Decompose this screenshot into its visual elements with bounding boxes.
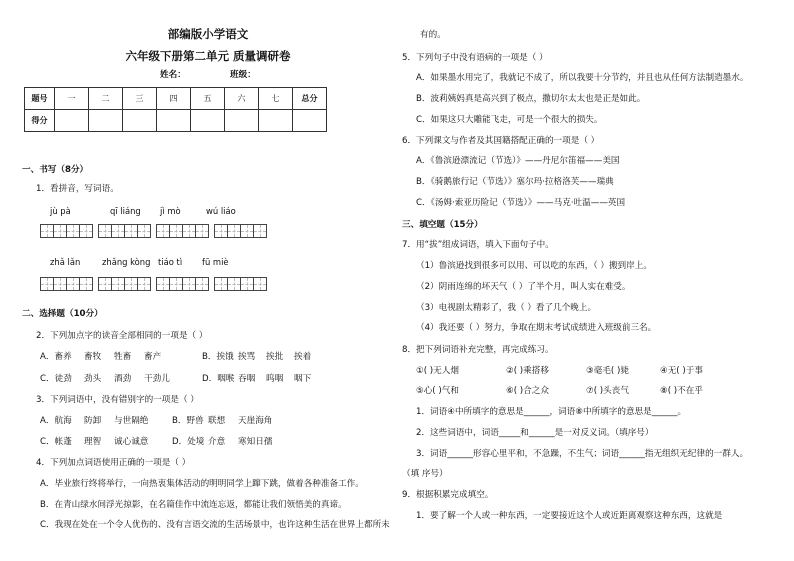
option: 理智 <box>84 437 102 447</box>
score-input-cell[interactable] <box>293 110 327 132</box>
pinyin: jù pà <box>50 206 71 216</box>
option: D．处境 <box>172 437 205 447</box>
option: 劲头 <box>84 374 102 384</box>
sub-question: 2．这些词语中，词语_____和______是一对反义词。（填序号） <box>416 428 654 438</box>
option: 酒劲 <box>114 374 132 384</box>
option: 牲畜 <box>114 352 132 362</box>
score-cell: 三 <box>123 88 157 110</box>
score-table <box>24 87 327 132</box>
option: C．徒劲 <box>40 374 72 384</box>
question-1: 1．看拼音，写词语。 <box>36 184 119 194</box>
option: 联想 <box>208 416 226 426</box>
question-6: 6．下列课文与作者及其国籍搭配正确的一项是（ ） <box>402 136 600 146</box>
blank-item: ⑥( )合之众 <box>506 386 549 396</box>
name-label: 姓名： <box>160 70 186 80</box>
option: A．畜养 <box>40 352 72 362</box>
option: 挨批 <box>266 352 284 362</box>
pinyin: fū miè <box>202 257 229 267</box>
score-cell: 七 <box>259 88 293 110</box>
question-3: 3．下列词语中，没有错别字的一项是（ ） <box>36 395 199 405</box>
blank-item: （2）阴雨连绵的坏天气（ ）了半个月，叫人实在难受。 <box>416 282 631 292</box>
option: A．《鲁滨逊漂流记（节选）》——丹尼尔笛福——美国 <box>416 156 620 166</box>
option: A．如果墨水用完了，我就记不成了，所以我要十分节约，并且也从任何方法制造墨水。 <box>416 73 749 83</box>
option: 畜牧 <box>84 352 102 362</box>
option: 畜产 <box>144 352 162 362</box>
sub-question: 1．词语④中所填字的意思是______，词语⑧中所填字的意思是______。 <box>416 407 687 417</box>
option: B．《骑鹅旅行记（节选）》塞尔玛·拉格洛芙——瑞典 <box>416 177 614 187</box>
score-cell: 一 <box>55 88 89 110</box>
sub-question-note: （填 序号） <box>402 469 448 479</box>
option: 呜咽 <box>266 374 284 384</box>
option: C．《汤姆·索亚历险记（节选）》——马克·吐温——英国 <box>416 198 626 208</box>
option: 干劲儿 <box>144 374 170 384</box>
section-1-heading: 一、书写（8分） <box>22 165 89 175</box>
pinyin: tiáo tì <box>158 257 183 267</box>
class-label: 班级： <box>230 70 256 80</box>
score-input-cell[interactable] <box>225 110 259 132</box>
option: C．帐蓬 <box>40 437 72 447</box>
option: 介意 <box>208 437 226 447</box>
blank-item: （1）鲁滨逊找到很多可以用、可以吃的东西，（ ）搬到岸上。 <box>416 261 652 271</box>
option: D．咽喉 <box>202 374 235 384</box>
question-9: 9．根据积累完成填空。 <box>402 490 494 500</box>
option: C．如果这只大雕能飞走，可是一个很大的损失。 <box>416 115 603 125</box>
question-7: 7．用“拔”组成词语，填入下面句子中。 <box>402 240 554 250</box>
sub-question: 1．要了解一个人或一种东西，一定要接近这个人或近距离观察这种东西，这就是 <box>416 511 723 521</box>
option: B．挨饿 <box>202 352 234 362</box>
option: B．波莉姨妈真是高兴到了极点，撒切尔太太也是正是如此。 <box>416 94 646 104</box>
option: 挨着 <box>294 352 312 362</box>
pinyin: wú liáo <box>206 206 236 216</box>
question-5: 5．下列句子中没有语病的一项是（ ） <box>402 53 548 63</box>
writing-grid-row-2[interactable] <box>40 277 267 291</box>
option: 寒知日孺 <box>238 437 273 447</box>
pinyin: qī liáng <box>110 206 141 216</box>
option: 诚心诚意 <box>114 437 149 447</box>
writing-grid-row-1[interactable] <box>40 224 267 238</box>
score-table-score-row <box>25 110 327 132</box>
score-input-cell[interactable] <box>259 110 293 132</box>
title-line-2: 六年级下册第二单元 质量调研卷 <box>125 49 291 63</box>
pinyin: zhǎng kòng <box>102 257 151 267</box>
blank-item: ④无( )于事 <box>660 366 703 376</box>
score-input-cell[interactable] <box>157 110 191 132</box>
title-line-1: 部编版小学语文 <box>167 27 249 41</box>
blank-item: ⑦( )头丧气 <box>586 386 629 396</box>
option: 防卸 <box>84 416 102 426</box>
option: 挨骂 <box>238 352 256 362</box>
option: B．野兽 <box>172 416 204 426</box>
blank-item: ①( )无人烟 <box>416 366 459 376</box>
option: A．航海 <box>40 416 72 426</box>
score-cell: 四 <box>157 88 191 110</box>
question-2: 2．下列加点字的读音全部相同的一项是（ ） <box>36 331 208 341</box>
pinyin: jì mò <box>160 206 181 216</box>
score-cell: 总分 <box>293 88 327 110</box>
option: 吞咽 <box>238 374 256 384</box>
blank-item: （4）我还要（ ）努力，争取在期末考试成绩进入班级前三名。 <box>416 323 657 333</box>
score-input-cell[interactable] <box>123 110 157 132</box>
question-4: 4．下列加点词语使用正确的一项是（ ） <box>36 458 191 468</box>
score-input-cell[interactable] <box>191 110 225 132</box>
option: C．我现在处在一个令人优伤的、没有言语交流的生活场景中，也许这种生活在世界上都所未 <box>40 520 390 530</box>
question-8: 8．把下列词语补充完整，再完成练习。 <box>402 345 554 355</box>
blank-item: ②( )乘搭移 <box>506 366 549 376</box>
blank-item: ③毫毛( )毙 <box>586 366 629 376</box>
score-input-cell[interactable] <box>55 110 89 132</box>
section-3-heading: 三、填空题（15分） <box>402 220 483 230</box>
continuation-text: 有的。 <box>420 30 446 40</box>
pinyin: zhǎ lǎn <box>50 257 81 267</box>
score-cell: 题号 <box>25 88 55 110</box>
score-cell: 得分 <box>25 110 55 132</box>
option: 与世隔绝 <box>114 416 149 426</box>
option: 天崖海角 <box>238 416 273 426</box>
score-cell: 五 <box>191 88 225 110</box>
option: A．毕业旅行终将举行，一向热衷集体活动的明明同学上蹿下跳，做着各种准备工作。 <box>40 479 364 489</box>
sub-question: 3．词语______形容心里平和，不急躁，不生气；词语______指无组织无纪律的一群人。 <box>416 449 749 459</box>
blank-item: ⑧( )不在乎 <box>660 386 703 396</box>
score-table-header-row <box>25 88 327 110</box>
option: B．在青山绿水间浮光掠影，在名篇佳作中流连忘返，都能让我们领悟美的真谛。 <box>40 500 347 510</box>
section-2-heading: 二、选择题（10分） <box>22 309 103 319</box>
score-cell: 二 <box>89 88 123 110</box>
score-cell: 六 <box>225 88 259 110</box>
blank-item: （3）电视剧太精彩了，我（ ）看了几个晚上。 <box>416 303 597 313</box>
option: 咽下 <box>294 374 312 384</box>
score-input-cell[interactable] <box>89 110 123 132</box>
blank-item: ⑤心( )气和 <box>416 386 459 396</box>
